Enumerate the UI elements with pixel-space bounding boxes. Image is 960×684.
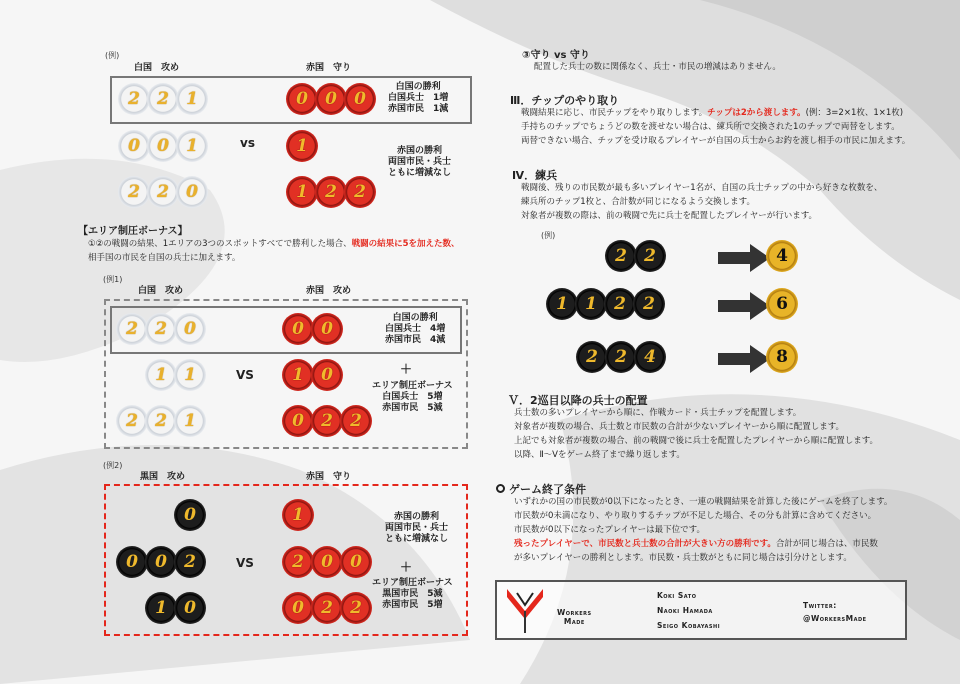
ex1-bonus: エリア制圧ボーナス 白国兵士 5増 赤国市民 5減 bbox=[372, 381, 453, 413]
training-ex1-result bbox=[766, 240, 795, 272]
defender-label: 赤国 攻め bbox=[306, 286, 352, 296]
defender-chips-row1 bbox=[286, 83, 373, 115]
vs-label: vs bbox=[240, 136, 255, 150]
section-chip-exchange: Ⅲ．チップのやり取り bbox=[510, 94, 620, 107]
chip: 1 bbox=[286, 130, 318, 162]
chip: 0 bbox=[145, 546, 177, 578]
bonus-line1: ①②の戦闘の結果、1エリアの3つのスポットすべてで勝利した場合、戦闘の結果に5を加えた数、 bbox=[88, 239, 460, 249]
chip: 0 bbox=[116, 546, 148, 578]
chip: 2 bbox=[147, 176, 179, 208]
workers-made-logo-icon bbox=[503, 585, 547, 635]
ex2-defender-row1 bbox=[282, 499, 311, 531]
section-game-end: ゲーム終了条件 bbox=[509, 483, 586, 496]
chip-result: 8 bbox=[766, 341, 798, 373]
game-end-line3: 市民数が0以下になったプレイヤーは最下位です。 bbox=[514, 525, 705, 535]
chip: 1 bbox=[145, 592, 177, 624]
chip: 2 bbox=[604, 288, 636, 320]
chip: 2 bbox=[605, 240, 637, 272]
game-end-line4: 残ったプレイヤーで、市民数と兵士数の合計が大きい方の勝利です。合計が同じ場合は、市民数 bbox=[514, 539, 878, 549]
vs-label: VS bbox=[236, 556, 254, 570]
chip: 1 bbox=[174, 359, 206, 391]
chip: 2 bbox=[116, 313, 148, 345]
bonus-title: 【エリア制圧ボーナス】 bbox=[78, 226, 188, 237]
chip: 1 bbox=[282, 359, 314, 391]
defender-label: 赤国 守り bbox=[306, 472, 352, 482]
chip-exchange-line1: 戦闘結果に応じ、市民チップをやり取りします。チップは2から渡します。(例：3=2×1枚、1×1枚) bbox=[521, 108, 904, 118]
chip: 0 bbox=[315, 83, 347, 115]
example-tag: (例) bbox=[105, 51, 120, 60]
attacker-chips-row3 bbox=[118, 176, 205, 208]
training-ex3-chips bbox=[576, 341, 663, 373]
bonus-line2: 相手国の市民を自国の兵士に加えます。 bbox=[88, 253, 241, 263]
chip: 2 bbox=[174, 546, 206, 578]
ex2-attacker-row1 bbox=[174, 499, 203, 531]
chip: 1 bbox=[546, 288, 578, 320]
chip-exchange-line3: 両替できない場合、チップを受け取るプレイヤーが自国の兵士からお釣を渡し相手の市民に加えます。 bbox=[521, 136, 911, 146]
placement-line1: 兵士数の多いプレイヤーから順に、作戦カード・兵士チップを配置します。 bbox=[514, 408, 802, 418]
ex1-attacker-row1 bbox=[116, 313, 203, 345]
attacker-label: 白国 攻め bbox=[138, 286, 184, 296]
ex2-defender-row3 bbox=[282, 592, 369, 624]
chip-exchange-line2: 手持ちのチップでちょうどの数を渡せない場合は、練兵所で交換された1のチップで両替をします。 bbox=[521, 122, 900, 132]
chip: 0 bbox=[282, 313, 314, 345]
training-line1: 戦闘後、残りの市民数が最も多いプレイヤー1名が、自国の兵士チップの中から好きな枚数を、 bbox=[521, 183, 883, 193]
section-defense-vs-defense: ③守り vs 守り bbox=[522, 50, 590, 61]
training-ex1-chips bbox=[605, 240, 663, 272]
credit-name-2: Naoki Hamada bbox=[657, 606, 713, 615]
ex2-attacker-row2 bbox=[116, 546, 203, 578]
training-ex2-result bbox=[766, 288, 795, 320]
training-ex2-chips bbox=[546, 288, 662, 320]
chip: 1 bbox=[282, 499, 314, 531]
chip: 0 bbox=[147, 130, 179, 162]
circle-bullet-icon bbox=[496, 484, 505, 493]
credit-name-3: Seigo Kobayashi bbox=[657, 621, 721, 630]
chip: 1 bbox=[575, 288, 607, 320]
chip: 1 bbox=[286, 176, 318, 208]
chip: 0 bbox=[340, 546, 372, 578]
chip: 2 bbox=[311, 405, 343, 437]
placement-line4: 以降、Ⅱ～Ⅴをゲーム終了まで繰り返します。 bbox=[514, 450, 685, 460]
chip: 2 bbox=[118, 176, 150, 208]
vs-label: VS bbox=[236, 368, 254, 382]
section-placement: Ｖ．2巡目以降の兵士の配置 bbox=[508, 394, 648, 407]
chip: 0 bbox=[311, 313, 343, 345]
twitter-handle[interactable]: @WorkersMade bbox=[803, 614, 867, 623]
section-training: Ⅳ．練兵 bbox=[512, 169, 558, 182]
placement-line3: 上記でも対象者が複数の場合、前の戦闘で後に兵士を配置したプレイヤーから順に配置します。 bbox=[514, 436, 879, 446]
defense-vs-defense-text: 配置した兵士の数に関係なく、兵士・市民の増減はありません。 bbox=[534, 62, 781, 72]
twitter-label: Twitter: bbox=[803, 601, 837, 610]
chip: 0 bbox=[174, 592, 206, 624]
chip: 2 bbox=[145, 313, 177, 345]
chip: 0 bbox=[311, 359, 343, 391]
ex1-attacker-row3 bbox=[116, 405, 203, 437]
ex1-result: 白国の勝利 白国兵士 4増 赤国市民 4減 bbox=[385, 313, 446, 345]
ex1-defender-row1 bbox=[282, 313, 340, 345]
placement-line2: 対象者が複数の場合、兵士数と市民数の合計が少ないプレイヤーから順に配置します。 bbox=[514, 422, 845, 432]
chip: 4 bbox=[634, 341, 666, 373]
attacker-label: 黒国 攻め bbox=[140, 472, 186, 482]
logo-text: Workers Made bbox=[557, 608, 592, 626]
training-example-tag: (例) bbox=[541, 231, 556, 240]
chip: 2 bbox=[633, 288, 665, 320]
chip: 1 bbox=[176, 130, 208, 162]
chip: 1 bbox=[174, 405, 206, 437]
chip: 2 bbox=[116, 405, 148, 437]
plus-sign: ＋ bbox=[400, 560, 413, 574]
credit-name-1: Koki Sato bbox=[657, 591, 697, 600]
chip-result: 4 bbox=[766, 240, 798, 272]
chip: 2 bbox=[634, 240, 666, 272]
chip: 1 bbox=[145, 359, 177, 391]
chip: 0 bbox=[176, 176, 208, 208]
chip: 0 bbox=[174, 499, 206, 531]
training-ex3-result bbox=[766, 341, 795, 373]
result-white-win: 白国の勝利 白国兵士 1増 赤国市民 1減 bbox=[388, 82, 449, 114]
result-red-win: 赤国の勝利 両国市民・兵士 ともに増減なし bbox=[388, 146, 452, 178]
chip: 2 bbox=[282, 546, 314, 578]
ex2-result: 赤国の勝利 両国市民・兵士 ともに増減なし bbox=[385, 512, 449, 544]
chip: 2 bbox=[344, 176, 376, 208]
plus-sign: ＋ bbox=[400, 362, 413, 376]
game-end-line1: いずれかの国の市民数が0以下になったとき、一連の戦闘結果を計算した後にゲームを終了します。 bbox=[514, 497, 893, 507]
ex1-attacker-row2 bbox=[145, 359, 203, 391]
ex2-bonus: エリア制圧ボーナス 黒国市民 5減 赤国市民 5増 bbox=[372, 578, 453, 610]
arrow-right-icon bbox=[718, 345, 770, 373]
chip: 2 bbox=[576, 341, 608, 373]
chip: 2 bbox=[340, 592, 372, 624]
ex2-defender-row2 bbox=[282, 546, 369, 578]
training-line3: 対象者が複数の際は、前の戦闘で先に兵士を配置したプレイヤーが行います。 bbox=[521, 211, 818, 221]
game-end-line2: 市民数が0未満になり、やり取りするチップが不足した場合、その分も計算に含めてください。 bbox=[514, 511, 877, 521]
ex1-defender-row2 bbox=[282, 359, 340, 391]
chip: 0 bbox=[344, 83, 376, 115]
chip: 0 bbox=[118, 130, 150, 162]
chip: 2 bbox=[315, 176, 347, 208]
chip: 2 bbox=[145, 405, 177, 437]
ex1-defender-row3 bbox=[282, 405, 369, 437]
game-end-line5: が多いプレイヤーの勝利とします。市民数・兵士数がともに同じ場合は引分けとします。 bbox=[514, 553, 852, 563]
training-line2: 練兵所のチップ1枚と、合計数が同じになるよう交換します。 bbox=[521, 197, 755, 207]
chip: 2 bbox=[311, 592, 343, 624]
defender-chips-row2 bbox=[286, 130, 315, 162]
arrow-right-icon bbox=[718, 292, 770, 320]
chip: 0 bbox=[311, 546, 343, 578]
example2-tag: (例2) bbox=[103, 461, 123, 470]
attacker-label: 白国 攻め bbox=[134, 63, 180, 73]
defender-label: 赤国 守り bbox=[306, 63, 352, 73]
chip: 2 bbox=[605, 341, 637, 373]
attacker-chips-row2 bbox=[118, 130, 205, 162]
chip: 0 bbox=[286, 83, 318, 115]
ex2-attacker-row3 bbox=[145, 592, 203, 624]
chip-result: 6 bbox=[766, 288, 798, 320]
chip: 1 bbox=[176, 83, 208, 115]
chip: 0 bbox=[282, 592, 314, 624]
attacker-chips-row1 bbox=[118, 83, 205, 115]
example1-tag: (例1) bbox=[103, 275, 123, 284]
chip: 2 bbox=[340, 405, 372, 437]
chip: 2 bbox=[118, 83, 150, 115]
chip: 2 bbox=[147, 83, 179, 115]
chip: 0 bbox=[282, 405, 314, 437]
defender-chips-row3 bbox=[286, 176, 373, 208]
chip: 0 bbox=[174, 313, 206, 345]
arrow-right-icon bbox=[718, 244, 770, 272]
